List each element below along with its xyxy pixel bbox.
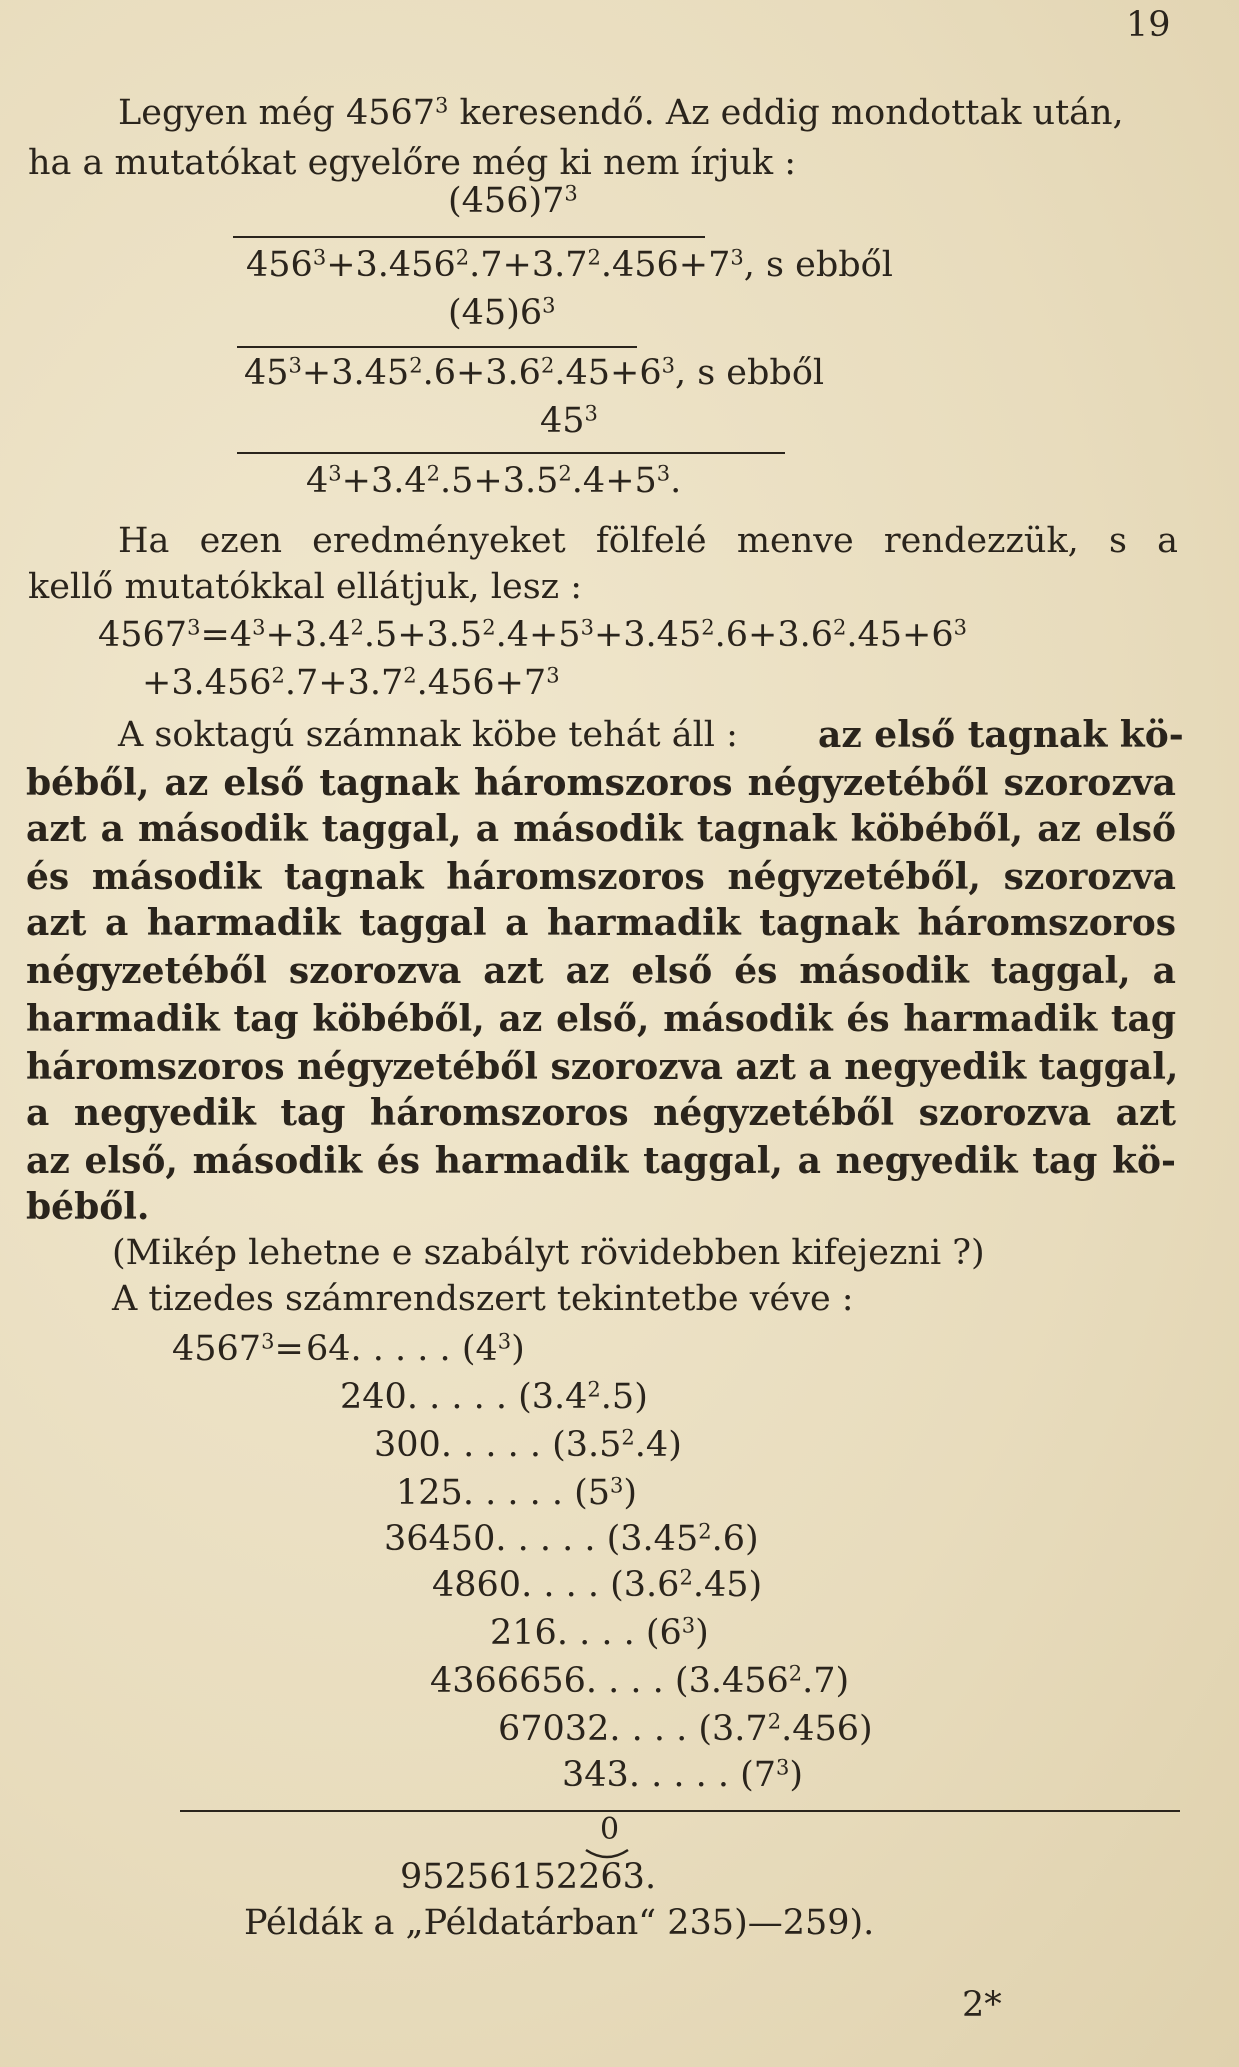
table-term: $(3.6^2.45)$ — [610, 1565, 763, 1605]
summary-formula-1: $4567^3=4^3+3.4^2.5+3.5^2.4+5^3+3.45^2.6+3.6^2.45+6^3$ — [98, 615, 967, 655]
step2-label: $(45)6^3$ — [448, 293, 556, 333]
table-dots: . . . . . — [350, 1329, 451, 1369]
table-dots: . . . . . — [628, 1755, 729, 1795]
step3-label: $45^3$ — [540, 401, 598, 441]
examples-reference: Példák a „Példatárban“ 235)—259). — [244, 1903, 875, 1943]
rule-line-2: béből, az első tagnak háromszoros négyzetéből szorozva — [26, 762, 1176, 804]
table-value: 216 — [490, 1613, 557, 1653]
table-dots: . . . . . — [462, 1473, 563, 1513]
table-value: 4860 — [432, 1565, 522, 1605]
rule-lead: A soktagú számnak köbe tehát áll : — [118, 715, 738, 755]
table-row — [374, 1422, 682, 1468]
table-value: 67032 — [498, 1709, 610, 1749]
table-term: $(3.7^2.456)$ — [698, 1709, 873, 1749]
summary-line-2: kellő mutatókkal ellátjuk, lesz : — [28, 567, 583, 607]
table-row — [432, 1562, 762, 1608]
table-term: $(7^3)$ — [740, 1755, 804, 1795]
table-term: (3.45$^2$.6) — [606, 1519, 759, 1559]
carry-digit: 0 — [600, 1812, 620, 1847]
intro-line-2: ha a mutatókat egyelőre még ki nem írjuk : — [28, 143, 797, 183]
rule-line-11: béből. — [26, 1186, 150, 1228]
table-term: $(3.4^2.5)$ — [518, 1377, 648, 1417]
rule-line-4: és második tagnak háromszoros négyzetéből, szorozva — [26, 856, 1176, 898]
step1-expansion: $456^3+3.456^2.7+3.7^2.456+7^3$, s ebből — [246, 245, 893, 285]
table-row — [384, 1516, 759, 1562]
rule-line-8: háromszoros négyzetéből szorozva azt a negyedik taggal, — [26, 1046, 1179, 1088]
rule-line-1: az első tagnak kö- — [818, 714, 1184, 756]
table-prefix: $4567^3=$ — [172, 1329, 304, 1369]
table-value: 300 — [374, 1425, 441, 1465]
table-term: $(5^3)$ — [574, 1473, 638, 1513]
table-row — [396, 1470, 637, 1516]
table-row — [498, 1706, 873, 1752]
step3-rule — [237, 452, 785, 454]
table-dots: . . . . — [609, 1709, 688, 1749]
step1-label: $(456)7^3$ — [448, 181, 578, 221]
table-term: $(4^3)$ — [461, 1329, 525, 1369]
table-dots: . . . . . — [406, 1377, 507, 1417]
table-term: $(6^3)$ — [645, 1613, 709, 1653]
table-row — [340, 1374, 648, 1420]
table-dots: . . . . . — [495, 1519, 596, 1559]
summary-line-1: Ha ezen eredményeket fölfelé menve rendezzük, s a — [118, 521, 1178, 561]
table-value: 240 — [340, 1377, 407, 1417]
page-number: 19 — [1126, 5, 1171, 45]
table-value: 343 — [562, 1755, 629, 1795]
step2-expansion: $45^3+3.45^2.6+3.6^2.45+6^3$, s ebből — [244, 353, 825, 393]
rule-line-10: az első, második és harmadik taggal, a negyedik tag kö- — [26, 1140, 1176, 1182]
step2-rule — [237, 346, 637, 348]
table-value: 125 — [396, 1473, 463, 1513]
rule-line-3: azt a második taggal, a második tagnak köbéből, az első — [26, 808, 1176, 850]
table-term: $(3.5^2.4)$ — [552, 1425, 682, 1465]
table-row — [490, 1610, 709, 1656]
table-row — [562, 1752, 803, 1798]
decimal-intro: A tizedes számrendszert tekintetbe véve : — [112, 1279, 854, 1319]
step1-rule — [233, 236, 705, 238]
summary-formula-2: $+3.456^2.7+3.7^2.456+7^3$ — [142, 663, 560, 703]
table-value: 64 — [306, 1329, 351, 1369]
table-term: (3.456$^2$.7) — [674, 1661, 850, 1701]
table-value: 36450 — [384, 1519, 496, 1559]
table-row — [306, 1326, 525, 1372]
rule-line-9: a negyedik tag háromszoros négyzetéből szorozva azt — [26, 1092, 1176, 1134]
table-dots: . . . . — [521, 1565, 599, 1605]
step3-expansion: $4^3+3.4^2.5+3.5^2.4+5^3$. — [306, 461, 682, 501]
table-value: 4366656 — [430, 1661, 586, 1701]
table-dots: . . . . — [585, 1661, 664, 1701]
question: (Mikép lehetne e szabályt rövidebben kifejezni ?) — [112, 1233, 985, 1273]
intro-line-1: Legyen még 4567$^3$ keresendő. Az eddig mondottak után, — [118, 93, 1124, 133]
rule-line-6: négyzetéből szorozva azt az első és második taggal, a — [26, 950, 1176, 992]
signature-mark: 2* — [962, 1985, 1002, 2025]
table-result: 95256152263. — [400, 1857, 657, 1897]
rule-line-7: harmadik tag köbéből, az első, második és harmadik tag — [26, 998, 1176, 1040]
sum-rule — [180, 1810, 1180, 1812]
rule-line-5: azt a harmadik taggal a harmadik tagnak háromszoros — [26, 902, 1176, 944]
table-dots: . . . . — [556, 1613, 635, 1653]
table-row — [430, 1658, 849, 1704]
table-dots: . . . . . — [440, 1425, 541, 1465]
